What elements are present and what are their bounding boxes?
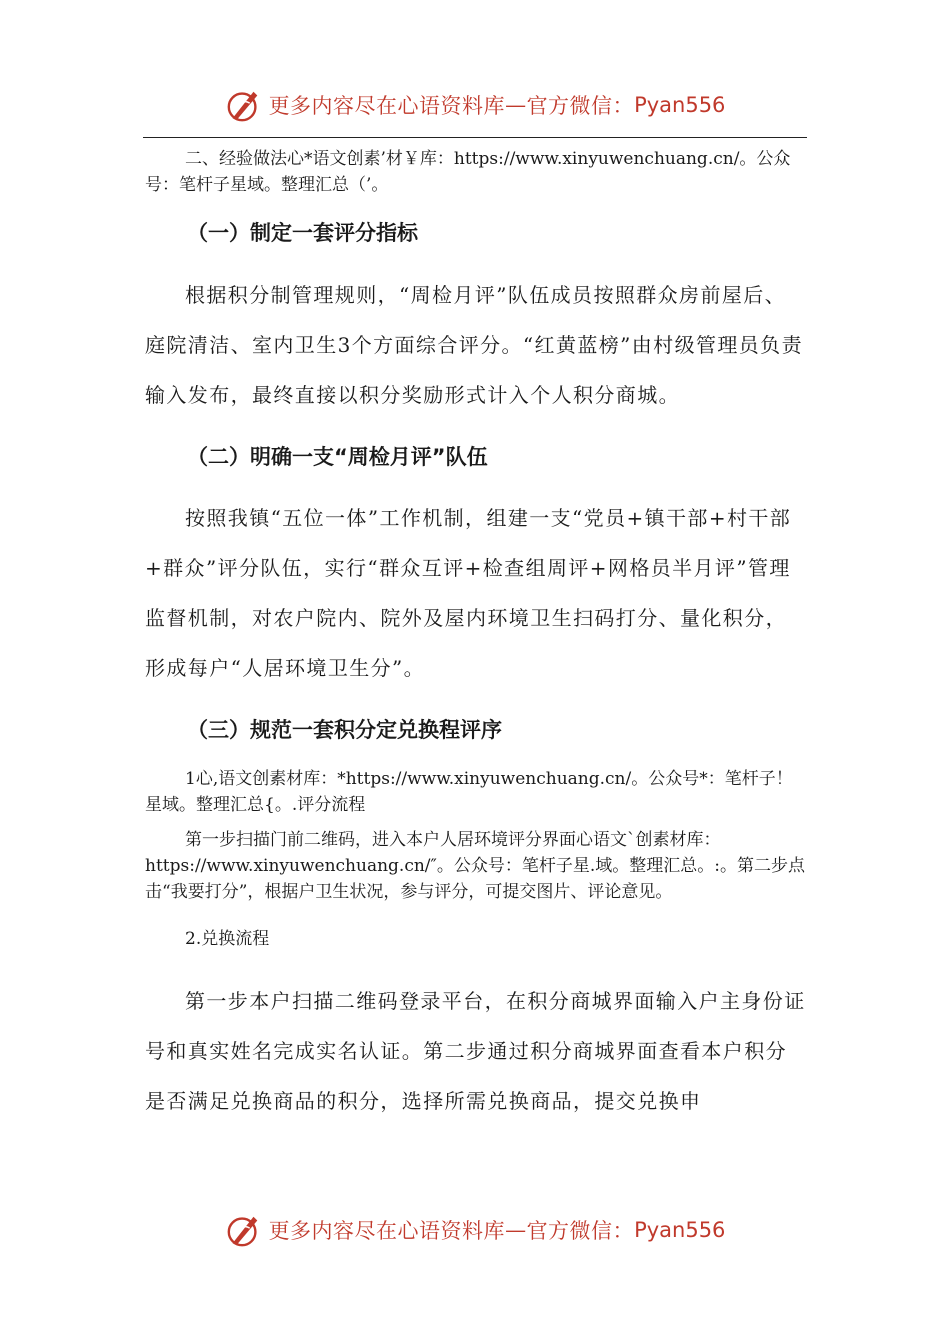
footer-dash: —: [505, 1218, 527, 1242]
paragraph-team-mechanism: 按照我镇“五位一体”工作机制，组建一支“党员+镇干部+村干部+群众”评分队伍，实行“群众互评+检查组周评+网格员半月评”管理监督机制，对农户院内、院外及屋内环境卫生扫码打分、量化积分，形成每户“人居环境卫生分”。: [145, 506, 792, 680]
footer-contact-label: 官方微信：: [526, 1219, 635, 1243]
paragraph-scoring-process: 1心,语文创素材库：*https://www.xinyuwenchuang.cn/。公众号*：笔杆子！星域。整理汇总{。.评分流程: [145, 769, 793, 815]
quill-logo-icon: [225, 1211, 263, 1249]
header-slogan: 更多内容尽在心语资料库: [268, 94, 506, 118]
heading-inspection-team: （二）明确一支“周检月评”队伍: [187, 445, 488, 469]
paragraph-scoring-rules: 根据积分制管理规则，“周检月评”队伍成员按照群众房前屋后、庭院清洁、室内卫生3个方面综合评分。“红黄蓝榜”由村级管理员负责输入发布，最终直接以积分奖励形式计入个人积分商城。: [145, 283, 803, 407]
paragraph-scoring-steps: 第一步扫描门前二维码，进入本户人居环境评分界面心语文`创素材库：https://www.xinyuwenchuang.cn/″。公众号：笔杆子星.域。整理汇总。:。第二步点击“我要打分”，根据户卫生状况，参与评分，可提交图片、评论意见。: [145, 830, 805, 902]
quill-logo-icon: [225, 86, 263, 124]
paragraph-exchange-steps: 第一步本户扫描二维码登录平台，在积分商城界面输入户主身份证号和真实姓名完成实名认证。第二步通过积分商城界面查看本户积分是否满足兑换商品的积分，选择所需兑换商品，提交兑换申: [145, 989, 806, 1113]
header-banner: [0, 80, 950, 130]
paragraph-experience: 二、经验做法心*语文创素’材￥库：https://www.xinyuwenchuang.cn/。公众号：笔杆子星域。整理汇总（’。: [145, 149, 791, 195]
header-dash: —: [505, 93, 527, 117]
paragraph-exchange-title: 2.兑换流程: [185, 929, 270, 949]
header-divider: [143, 137, 807, 138]
footer-banner: [0, 1205, 950, 1255]
heading-exchange-procedure: （三）规范一套积分定兑换程评序: [187, 718, 502, 742]
header-contact-label: 官方微信：: [526, 94, 635, 118]
heading-scoring-index: （一）制定一套评分指标: [187, 221, 418, 245]
header-contact-id: Pyan556: [634, 93, 726, 117]
footer-slogan: 更多内容尽在心语资料库: [268, 1219, 506, 1243]
footer-contact-id: Pyan556: [634, 1218, 726, 1242]
